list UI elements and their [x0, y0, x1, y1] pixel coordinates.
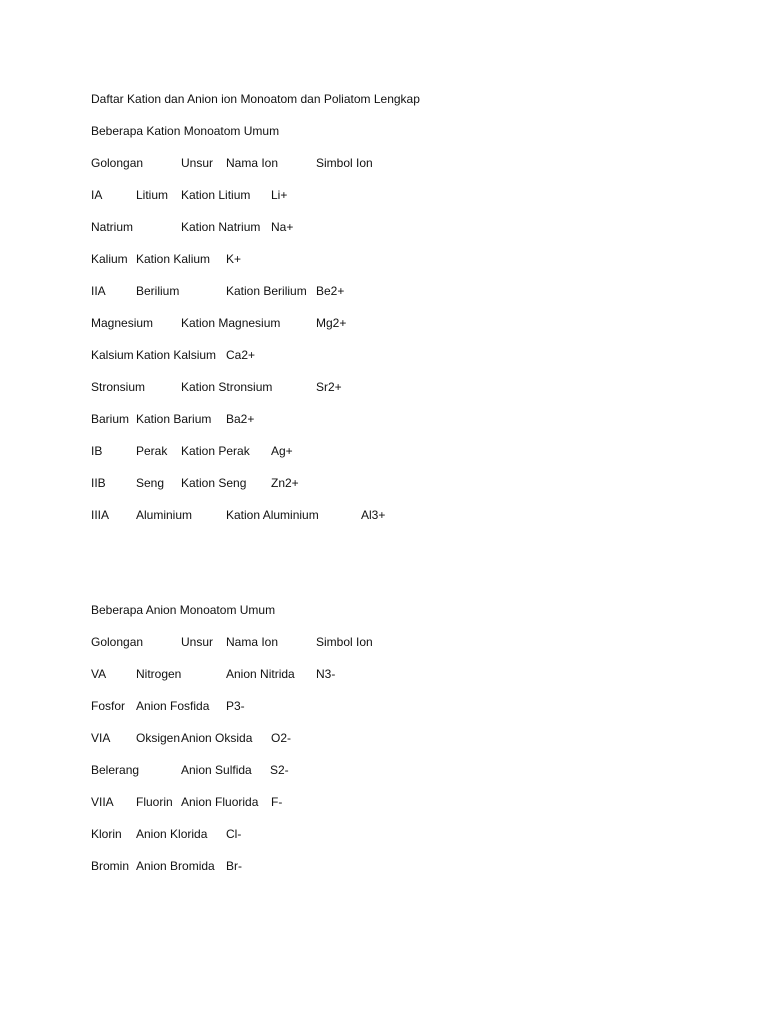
header-simbol-ion: Simbol Ion [316, 156, 373, 170]
header-unsur: Unsur [181, 635, 214, 649]
header-nama-ion: Nama Ion [226, 635, 279, 649]
header-simbol-ion: Simbol Ion [316, 635, 373, 649]
document-page: Daftar Kation dan Anion ion Monoatom dan Poliatom Lengkap Beberapa Kation Monoatom Umum Golongan Unsur Nama Ion Simbol Ion IA Litium Kation Litium Li+ Natrium Kation Natrium Na+ Kalium Kation Kalium K+ IIA Berilium Kation Berilium Be2+ Magnesium Kation Magnesium Mg2+ Kalsium Kation Kalsium Ca2+ Stronsium Kation Stronsium Sr2+ Barium Kation Barium Ba2+ IB Perak Kation Perak Ag+ IIB Seng Kation Seng Zn2+ IIIA Aluminium Kation Aluminium Al3+ Beberapa Anion Monoatom Umum Golongan Unsur Nama Ion Simbol Ion VA Nitrogen Anion Nitrida N3- Fosfor Anion Fosfida P3- VIA Oksigen Anion Oksida O2- Belerang Anion Sulfida S2- VIIA Fluorin Anion Fluorida F- Klorin Anion Klorida Cl- Bromin Anion Bromida Br- [91, 92, 420, 873]
header-golongan: Golongan [91, 156, 144, 170]
header-golongan: Golongan [91, 635, 144, 649]
header-nama-ion: Nama Ion [226, 156, 279, 170]
header-unsur: Unsur [181, 156, 214, 170]
